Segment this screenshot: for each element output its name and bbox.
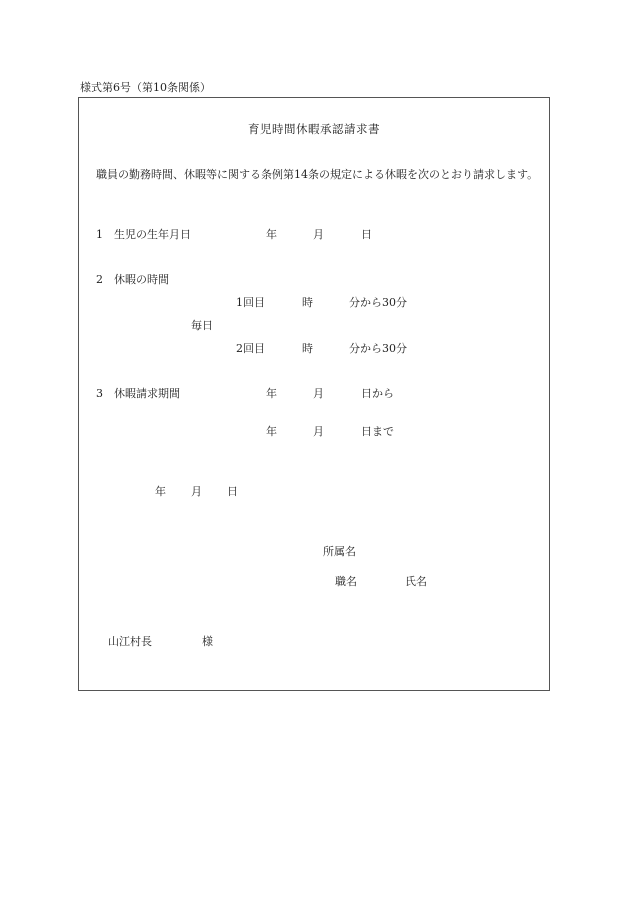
section2-second-label: 2回目 [236,342,265,355]
form-title: 育児時間休暇承認請求書 [248,122,380,136]
date-month: 月 [191,485,202,498]
intro-paragraph: 職員の勤務時間、休暇等に関する条例第14条の規定による休暇を次のとおり請求します。 [96,168,539,181]
section3-from-day: 日から [361,387,394,400]
affiliation-label: 所属名 [323,545,356,558]
position-label: 職名 [335,575,357,588]
section2-first-label: 1回目 [236,296,265,309]
section1-month: 月 [313,228,324,241]
section3-from-year: 年 [266,387,277,400]
addressee-name: 山江村長 [108,635,152,648]
section1-year: 年 [266,228,277,241]
section2-first-tail: 分から30分 [349,296,407,309]
addressee-honorific: 様 [202,635,213,648]
date-year: 年 [155,485,166,498]
section2-number: 2 [96,273,103,286]
section2-daily: 毎日 [191,319,213,332]
section1-number: 1 [96,228,103,241]
section3-label: 休暇請求期間 [114,387,180,400]
date-day: 日 [227,485,238,498]
section2-second-tail: 分から30分 [349,342,407,355]
section1-day: 日 [361,228,372,241]
form-id: 様式第6号（第10条関係） [80,81,211,94]
section3-to-year: 年 [266,425,277,438]
name-label: 氏名 [405,575,427,588]
section3-number: 3 [96,387,103,400]
section2-second-hour: 時 [302,342,313,355]
section3-to-month: 月 [313,425,324,438]
section3-from-month: 月 [313,387,324,400]
section2-label: 休暇の時間 [114,273,169,286]
section1-label: 生児の生年月日 [114,228,191,241]
section2-first-hour: 時 [302,296,313,309]
section3-to-day: 日まで [361,425,394,438]
